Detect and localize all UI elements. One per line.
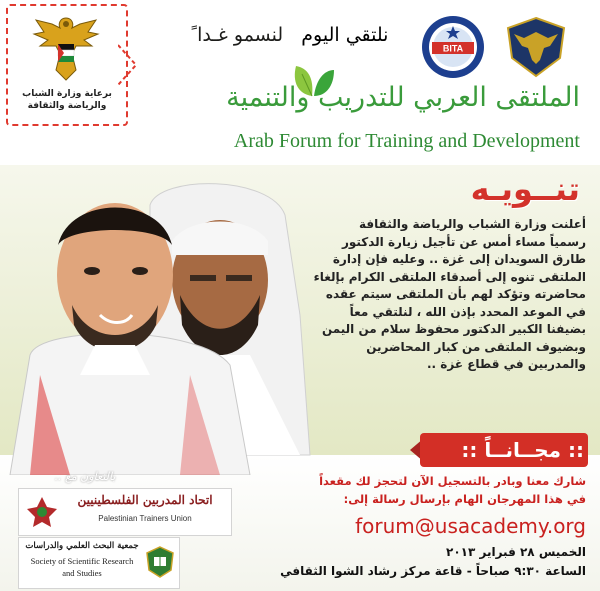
ssrs-name-english-line1: Society of Scientific Research xyxy=(30,556,134,566)
slogan-part2: لنسمو غـدا ً xyxy=(191,24,284,46)
notice-line: طارق السويدان إلى غزة .. وعليه فإن إدارة xyxy=(332,252,586,266)
notice-line: محاضرته وتؤكد لهم بأن الملتقى سيتم عقده xyxy=(325,287,586,301)
ssrs-seal-icon xyxy=(145,546,175,578)
ptu-name-english: Palestinian Trainers Union xyxy=(98,514,192,523)
notice-line: وبضيوف الملتقى من كبار المحاضرين xyxy=(366,339,586,354)
forum-title-english: Arab Forum for Training and Development xyxy=(233,130,580,152)
notice-line: والمدربين في قطاع غزة .. xyxy=(427,357,586,371)
ssrs-name-english-line2: and Studies xyxy=(62,568,102,578)
eagle-badge-icon xyxy=(500,14,572,80)
notice-body xyxy=(313,216,586,374)
partners-label: بالتعاون مع .. xyxy=(54,470,116,483)
forum-title-arabic: الملتقى العربي للتدريب والتنمية xyxy=(226,82,580,113)
event-time-venue: الساعة ٩:٣٠ صباحاً - قاعة مركز رشاد الشوا الثقافي xyxy=(280,564,586,578)
register-line1: شارك معنا وبادر بالتسجيل الآن لتحجز لك مقعداً xyxy=(319,474,586,488)
event-date: الخميس ٢٨ فبراير ٢٠١٣ xyxy=(446,545,586,559)
free-label: :: مجــانــاً :: xyxy=(461,438,584,462)
notice-line: الملتقى تنوه إلى أصدقاء الملتقى الكرام بإلغاء xyxy=(313,269,586,284)
notice-title: تنــويـه xyxy=(470,170,580,208)
speakers-photo xyxy=(0,175,330,475)
register-line2: في هذا المهرجان الهام بإرسال رسالة إلى: xyxy=(343,492,586,506)
bita-badge-label: BITA xyxy=(442,43,464,54)
palestine-eagle-emblem-icon xyxy=(30,10,102,86)
ssrs-logo xyxy=(18,537,180,589)
ministry-sponsor-line2: والرياضة والثقافة xyxy=(27,101,107,111)
ptu-logo xyxy=(18,488,232,536)
panel-pointer-decoration xyxy=(118,40,138,90)
ptu-mark-icon xyxy=(25,495,59,529)
slogan-part1: نلتقي اليوم xyxy=(301,24,389,46)
contact-email-link[interactable]: forum@usacademy.org xyxy=(355,514,586,538)
notice-line: بضيفنا الكبير الدكتور محفوظ سلام من اليمن xyxy=(321,322,586,336)
ministry-sponsor-text xyxy=(10,88,124,112)
ssrs-name-arabic: جمعية البحث العلمي والدراسات xyxy=(25,541,139,551)
bita-badge-icon xyxy=(420,14,486,80)
free-banner xyxy=(420,433,588,467)
ministry-panel xyxy=(6,4,128,126)
ministry-sponsor-line1: برعاية وزارة الشباب xyxy=(22,89,112,99)
slogan xyxy=(160,24,420,46)
notice-line: رسمياً مساء أمس عن تأجيل زيارة الدكتور xyxy=(341,234,586,249)
notice-line: أعلنت وزارة الشباب والرياضة والثقافة xyxy=(359,217,586,231)
ptu-name-arabic: اتحاد المدربين الفلسطينيين xyxy=(77,493,213,507)
notice-line: في الموعد المحدد بإذن الله ، لنلتقي معاً xyxy=(349,304,586,319)
